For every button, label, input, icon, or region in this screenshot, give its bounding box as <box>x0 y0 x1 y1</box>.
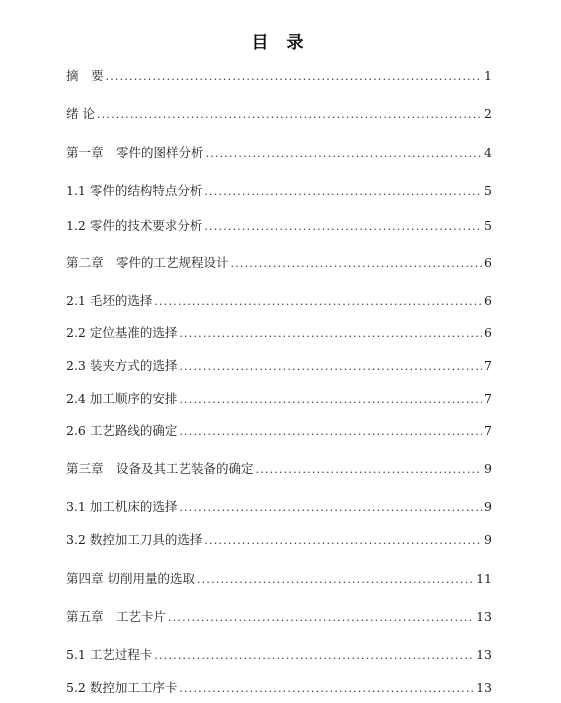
toc-entry-page: 1 <box>484 68 492 83</box>
toc-entry-label: 第二章 零件的工艺规程设计 <box>66 255 229 270</box>
dot-leader <box>179 500 482 516</box>
toc-entry-label: 1.2 零件的技术要求分析 <box>66 218 203 233</box>
toc-entry-label: 2.1 毛坯的选择 <box>66 293 153 308</box>
dot-leader <box>256 462 483 478</box>
dot-leader <box>204 533 482 549</box>
toc-entry-label: 第四章 切削用量的选取 <box>66 571 195 586</box>
toc-entry-section-2-6[interactable] <box>66 423 492 440</box>
dot-leader <box>179 359 482 375</box>
toc-entry-label: 第一章 零件的图样分析 <box>66 145 204 160</box>
toc-entry-chapter-5[interactable] <box>66 609 492 626</box>
toc-entry-label: 2.4 加工顺序的安排 <box>66 391 178 406</box>
toc-entry-section-5-1[interactable] <box>66 647 492 664</box>
dot-leader <box>97 107 482 123</box>
dot-leader <box>106 69 483 85</box>
toc-entry-label: 第三章 设备及其工艺装备的确定 <box>66 461 254 476</box>
toc-entry-page: 4 <box>484 145 492 160</box>
toc-list <box>66 64 492 697</box>
toc-entry-label: 2.6 工艺路线的确定 <box>66 423 178 438</box>
toc-entry-page: 9 <box>484 532 492 547</box>
toc-entry-section-2-1[interactable] <box>66 293 492 310</box>
toc-entry-page: 7 <box>484 423 492 438</box>
toc-entry-page: 6 <box>484 325 492 340</box>
toc-entry-page: 13 <box>476 609 492 624</box>
dot-leader <box>204 184 482 200</box>
dot-leader <box>231 256 483 272</box>
toc-entry-label: 5.1 工艺过程卡 <box>66 647 153 662</box>
toc-entry-section-1-2[interactable] <box>66 218 492 235</box>
toc-entry-chapter-1[interactable] <box>66 145 492 162</box>
toc-entry-section-5-2[interactable] <box>66 680 492 697</box>
dot-leader <box>204 219 482 235</box>
dot-leader <box>168 610 474 626</box>
toc-entry-section-2-2[interactable] <box>66 325 492 342</box>
toc-entry-label: 1.1 零件的结构特点分析 <box>66 183 203 198</box>
dot-leader <box>179 392 482 408</box>
dot-leader <box>154 648 474 664</box>
page-title: 目 录 <box>251 33 310 53</box>
toc-entry-label: 摘 要 <box>66 68 104 83</box>
toc-entry-page: 11 <box>476 571 492 586</box>
toc-entry-chapter-2[interactable] <box>66 255 492 272</box>
toc-entry-page: 9 <box>484 499 492 514</box>
dot-leader <box>179 326 482 342</box>
dot-leader <box>154 294 482 310</box>
toc-entry-page: 5 <box>484 183 492 198</box>
toc-entry-chapter-4[interactable] <box>66 571 492 588</box>
toc-entry-page: 7 <box>484 391 492 406</box>
toc-entry-section-3-2[interactable] <box>66 532 492 549</box>
toc-entry-page: 13 <box>476 680 492 695</box>
toc-entry-label: 5.2 数控加工工序卡 <box>66 680 178 695</box>
dot-leader <box>206 146 483 162</box>
toc-entry-introduction[interactable] <box>66 106 492 123</box>
toc-entry-section-3-1[interactable] <box>66 499 492 516</box>
toc-entry-page: 9 <box>484 461 492 476</box>
toc-entry-page: 13 <box>476 647 492 662</box>
toc-entry-page: 2 <box>484 106 492 121</box>
toc-entry-page: 5 <box>484 218 492 233</box>
toc-entry-abstract[interactable] <box>66 68 492 85</box>
toc-entry-section-2-4[interactable] <box>66 391 492 408</box>
toc-entry-page: 6 <box>484 293 492 308</box>
toc-entry-label: 第五章 工艺卡片 <box>66 609 167 624</box>
toc-entry-chapter-3[interactable] <box>66 461 492 478</box>
toc-entry-page: 6 <box>484 255 492 270</box>
toc-entry-label: 2.2 定位基准的选择 <box>66 325 178 340</box>
toc-entry-page: 7 <box>484 358 492 373</box>
dot-leader <box>179 681 474 697</box>
dot-leader <box>179 424 482 440</box>
toc-entry-label: 绪 论 <box>66 106 95 121</box>
toc-entry-label: 3.2 数控加工刀具的选择 <box>66 532 203 547</box>
dot-leader <box>197 572 474 588</box>
toc-entry-section-2-3[interactable] <box>66 358 492 375</box>
toc-entry-section-1-1[interactable] <box>66 183 492 200</box>
toc-entry-label: 3.1 加工机床的选择 <box>66 499 178 514</box>
toc-entry-label: 2.3 装夹方式的选择 <box>66 358 178 373</box>
